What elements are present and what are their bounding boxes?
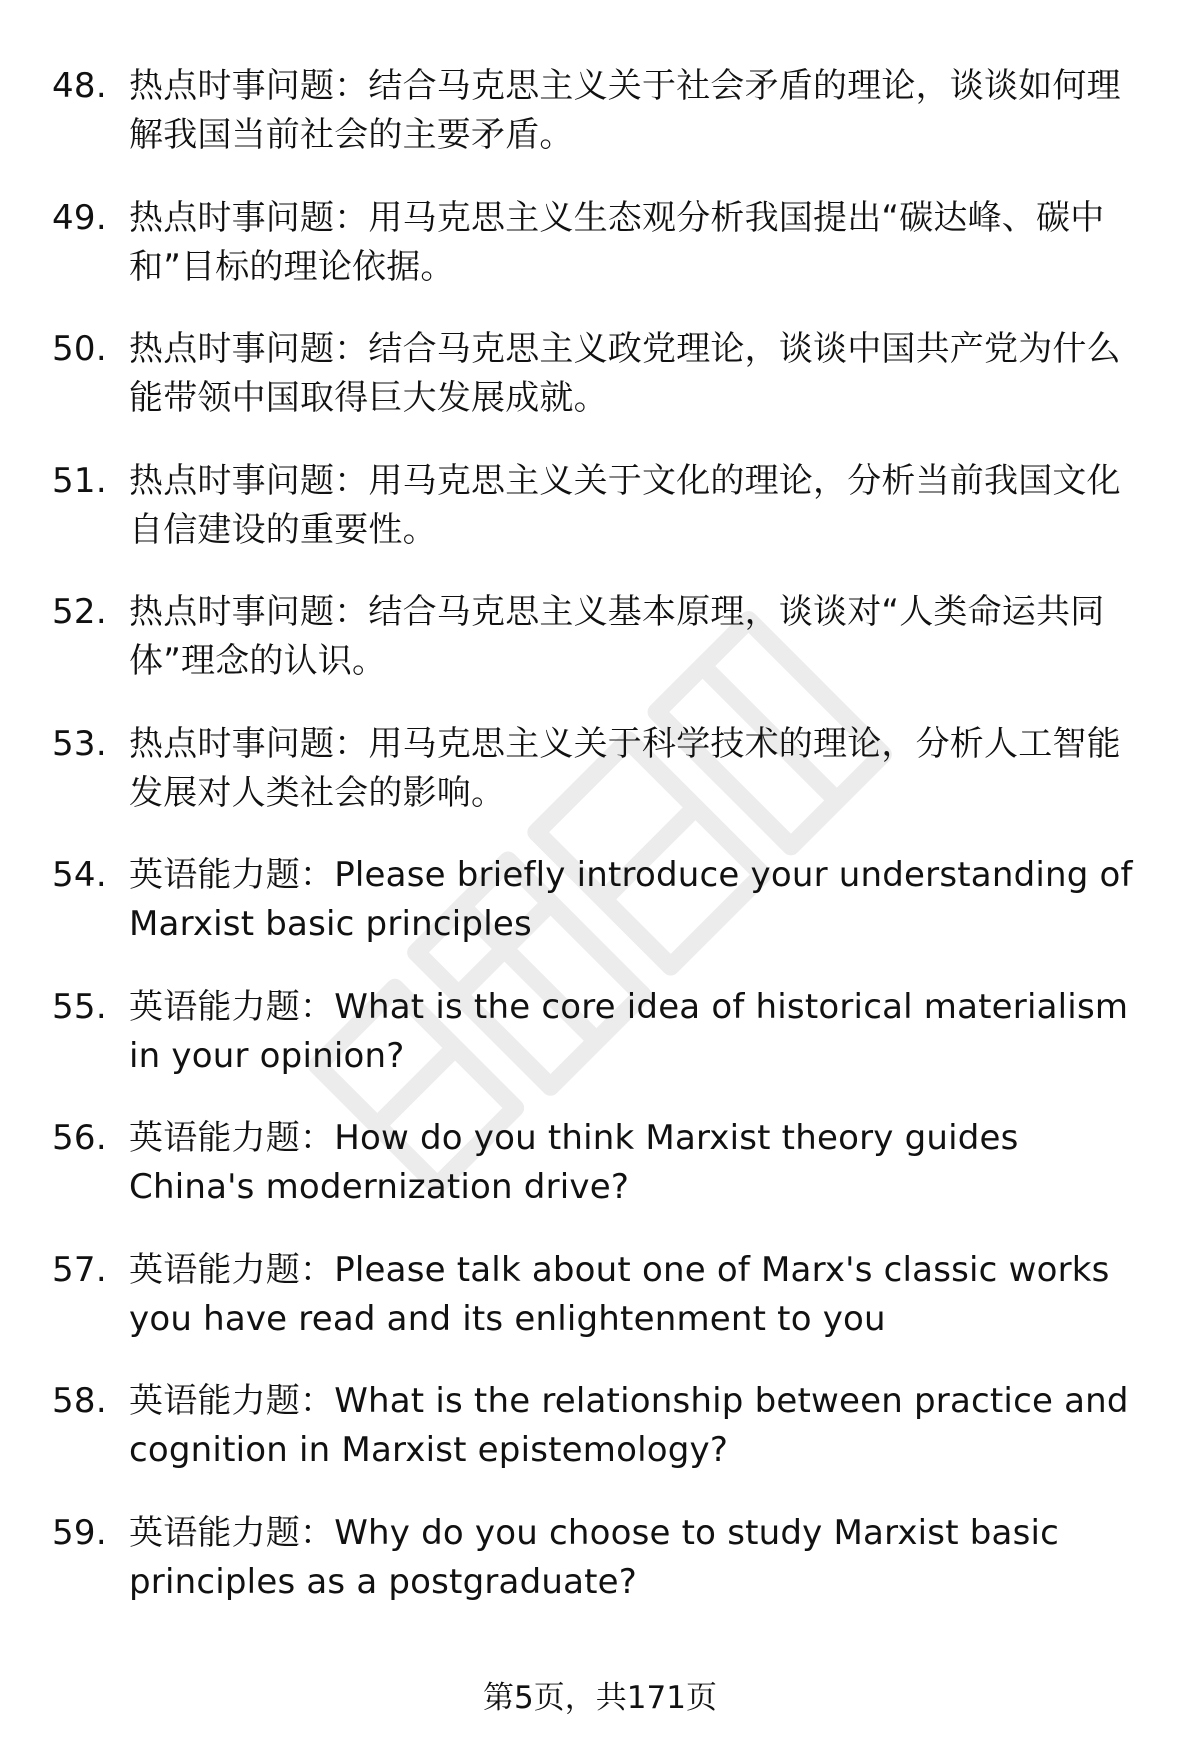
question-text: 热点时事问题：用马克思主义关于文化的理论，分析当前我国文化自信建设的重要性。 bbox=[129, 460, 1121, 550]
question-item-50 bbox=[52, 325, 1152, 457]
question-item-49 bbox=[52, 194, 1152, 326]
question-number: 49. bbox=[52, 197, 107, 238]
question-number: 52. bbox=[52, 592, 107, 632]
question-number: 54. bbox=[52, 855, 107, 895]
question-text: 英语能力题：What is the core idea of historical materialism in your opinion? bbox=[129, 986, 1129, 1076]
question-item-59 bbox=[52, 1509, 1152, 1641]
question-number: 59. bbox=[52, 1512, 107, 1553]
question-text: 英语能力题：How do you think Marxist theory guides China's modernization drive? bbox=[129, 1118, 1019, 1207]
question-item-52 bbox=[52, 588, 1152, 720]
question-text: 热点时事问题：用马克思主义生态观分析我国提出“碳达峰、碳中和”目标的理论依据。 bbox=[129, 197, 1105, 287]
question-item-54 bbox=[52, 851, 1152, 983]
question-item-48 bbox=[52, 62, 1152, 194]
question-number: 51. bbox=[52, 460, 107, 501]
question-text: 热点时事问题：结合马克思主义政党理论，谈谈中国共产党为什么能带领中国取得巨大发展成就。 bbox=[129, 329, 1121, 418]
question-item-58 bbox=[52, 1377, 1152, 1509]
question-text: 英语能力题：Please briefly introduce your understanding of Marxist basic principles bbox=[129, 855, 1133, 944]
question-number: 50. bbox=[52, 329, 107, 369]
question-number: 56. bbox=[52, 1118, 107, 1158]
page-footer: 第5页，共171页 bbox=[483, 1680, 717, 1716]
question-list bbox=[52, 62, 1152, 1640]
question-number: 55. bbox=[52, 986, 107, 1027]
question-text: 热点时事问题：结合马克思主义基本原理，谈谈对“人类命运共同体”理念的认识。 bbox=[129, 592, 1105, 681]
question-text: 英语能力题：Please talk about one of Marx's classic works you have read and its enlightenment to you bbox=[129, 1249, 1110, 1339]
question-number: 57. bbox=[52, 1249, 107, 1290]
question-item-56 bbox=[52, 1114, 1152, 1246]
question-item-51 bbox=[52, 457, 1152, 589]
question-number: 53. bbox=[52, 723, 107, 764]
question-text: 热点时事问题：用马克思主义关于科学技术的理论，分析人工智能发展对人类社会的影响。 bbox=[129, 723, 1121, 813]
question-number: 48. bbox=[52, 66, 107, 106]
question-item-53 bbox=[52, 720, 1152, 852]
question-text: 热点时事问题：结合马克思主义关于社会矛盾的理论，谈谈如何理解我国当前社会的主要矛盾。 bbox=[129, 66, 1121, 155]
question-item-57 bbox=[52, 1246, 1152, 1378]
question-text: 英语能力题：Why do you choose to study Marxist basic principles as a postgraduate? bbox=[129, 1512, 1060, 1602]
question-number: 58. bbox=[52, 1381, 107, 1421]
question-text: 英语能力题：What is the relationship between practice and cognition in Marxist epistemology? bbox=[129, 1381, 1129, 1470]
question-item-55 bbox=[52, 983, 1152, 1115]
